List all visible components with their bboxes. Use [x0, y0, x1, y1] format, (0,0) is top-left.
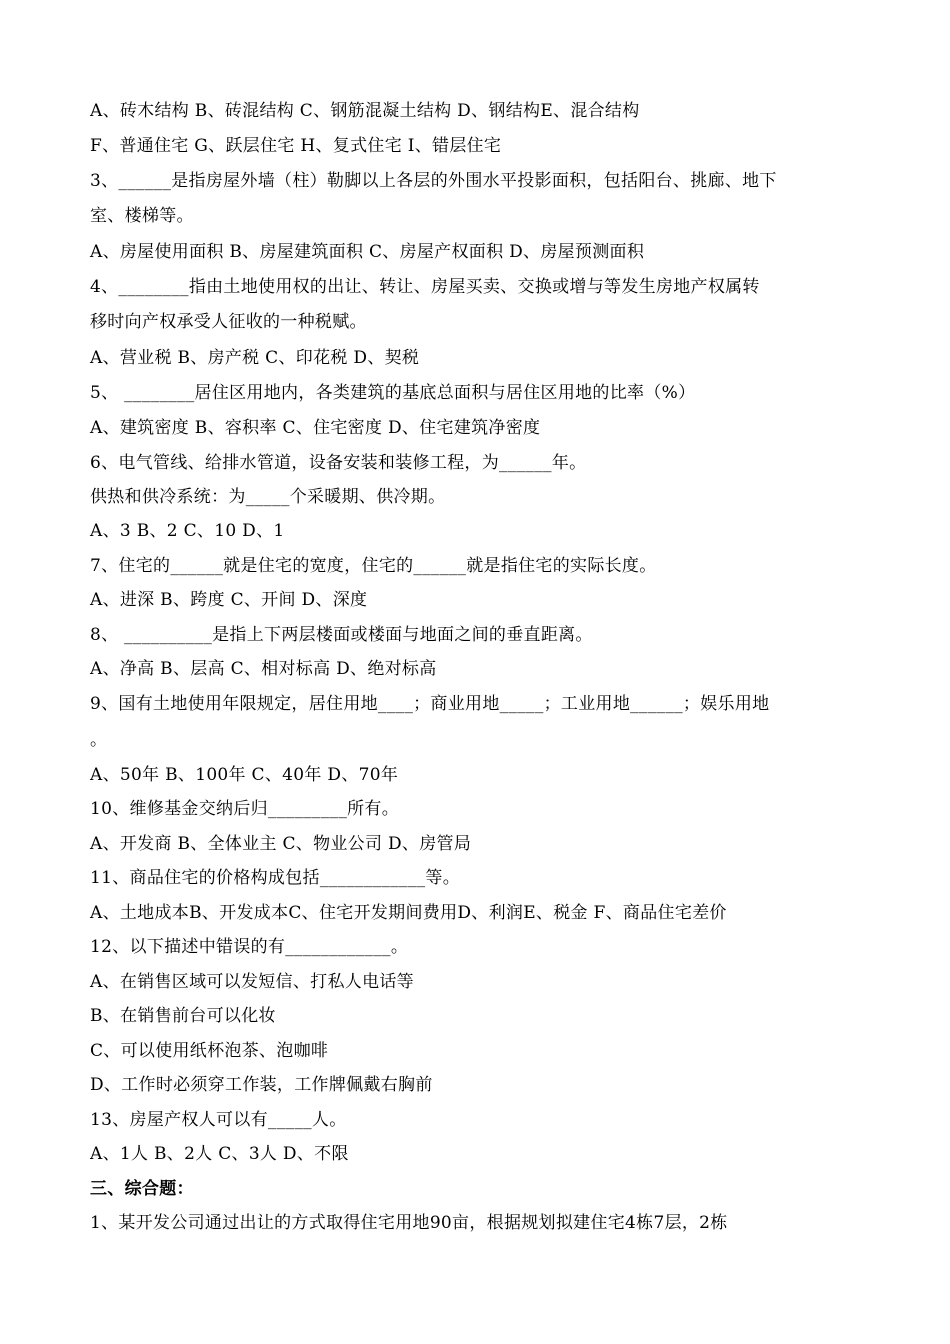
text-line: A、进深 B、跨度 C、开间 D、深度 — [90, 590, 368, 610]
text-line: 室、楼梯等。 — [90, 206, 194, 226]
text-line: C、可以使用纸杯泡茶、泡咖啡 — [90, 1041, 329, 1061]
text-line: A、建筑密度 B、容积率 C、住宅密度 D、住宅建筑净密度 — [90, 418, 541, 438]
text-line: 7、住宅的______就是住宅的宽度，住宅的______就是指住宅的实际长度。 — [90, 556, 657, 576]
text-line: A、1人 B、2人 C、3人 D、不限 — [90, 1144, 349, 1164]
text-line: A、在销售区域可以发短信、打私人电话等 — [90, 972, 414, 992]
text-line: A、3 B、2 C、10 D、1 — [90, 521, 285, 541]
text-line: A、开发商 B、全体业主 C、物业公司 D、房管局 — [90, 834, 472, 854]
text-line: 移时向产权承受人征收的一种税赋。 — [90, 312, 367, 332]
text-line: 8、 __________是指上下两层楼面或楼面与地面之间的垂直距离。 — [90, 625, 593, 645]
text-line: 9、国有土地使用年限规定，居住用地____；商业用地_____；工业用地______；娱乐用地 — [90, 694, 770, 714]
text-line: 5、 ________居住区用地内，各类建筑的基底总面积与居住区用地的比率（%） — [90, 383, 696, 403]
text-line: 3、______是指房屋外墙（柱）勒脚以上各层的外围水平投影面积，包括阳台、挑廊、地下 — [90, 171, 777, 191]
text-line: 10、维修基金交纳后归_________所有。 — [90, 799, 400, 819]
text-line: A、房屋使用面积 B、房屋建筑面积 C、房屋产权面积 D、房屋预测面积 — [90, 242, 645, 262]
text-line: 13、房屋产权人可以有_____人。 — [90, 1110, 347, 1130]
section-heading: 三、综合题： — [90, 1179, 194, 1199]
text-line: B、在销售前台可以化妆 — [90, 1006, 276, 1026]
text-line: F、普通住宅 G、跃层住宅 H、复式住宅 I、错层住宅 — [90, 136, 502, 156]
text-line: 。 — [90, 730, 108, 750]
text-line: A、土地成本B、开发成本C、住宅开发期间费用D、利润E、税金 F、商品住宅差价 — [90, 903, 727, 923]
text-line: 6、电气管线、给排水管道，设备安装和装修工程，为______年。 — [90, 453, 587, 473]
text-line: D、工作时必须穿工作装，工作牌佩戴右胸前 — [90, 1075, 433, 1095]
text-line: A、50年 B、100年 C、40年 D、70年 — [90, 765, 399, 785]
text-line: A、砖木结构 B、砖混结构 C、钢筋混凝土结构 D、钢结构E、混合结构 — [90, 101, 640, 121]
text-line: 11、商品住宅的价格构成包括____________等。 — [90, 868, 461, 888]
text-line: 1、某开发公司通过出让的方式取得住宅用地90亩，根据规划拟建住宅4栋7层，2栋 — [90, 1213, 728, 1233]
text-line: 供热和供冷系统：为_____个采暖期、供冷期。 — [90, 487, 446, 507]
text-line: 12、以下描述中错误的有____________。 — [90, 937, 409, 957]
text-line: A、营业税 B、房产税 C、印花税 D、契税 — [90, 348, 420, 368]
text-line: 4、________指由土地使用权的出让、转让、房屋买卖、交换或增与等发生房地产权属转 — [90, 277, 760, 297]
text-line: A、净高 B、层高 C、相对标高 D、绝对标高 — [90, 659, 437, 679]
